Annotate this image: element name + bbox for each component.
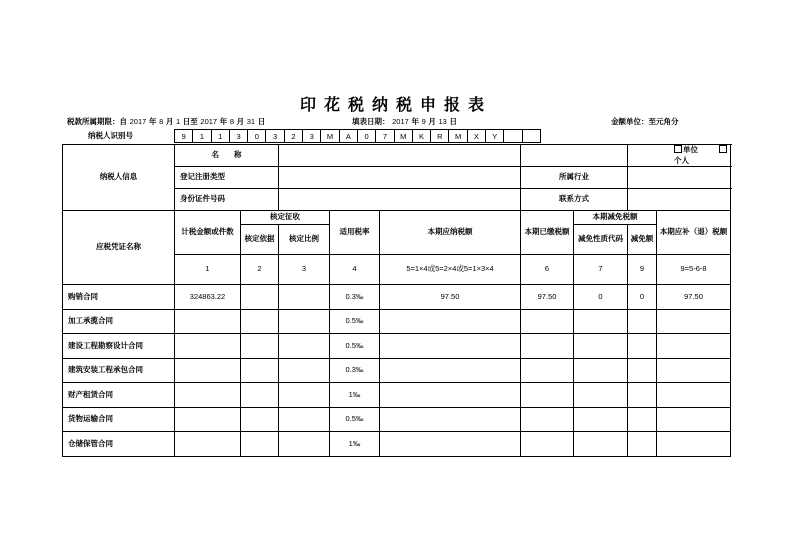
fill-day: 13 xyxy=(438,117,447,126)
taxpayer-type xyxy=(628,145,731,167)
row-name: 建设工程勘察设计合同 xyxy=(63,334,175,359)
row-reduction-amount[interactable] xyxy=(628,358,657,383)
taxpayer-id-char[interactable]: R xyxy=(431,130,449,143)
taxpayer-id-char[interactable]: 3 xyxy=(229,130,247,143)
taxpayer-id-char[interactable]: 1 xyxy=(193,130,211,143)
row-due[interactable] xyxy=(657,309,731,334)
row-approved-ratio[interactable] xyxy=(279,383,330,408)
table-row xyxy=(63,383,731,408)
row-paid[interactable]: 97.50 xyxy=(521,285,574,310)
fill-year: 2017 xyxy=(392,117,409,126)
taxpayer-id-char[interactable] xyxy=(522,130,540,143)
period-from-day: 1 xyxy=(175,117,181,126)
period-from-month: 8 xyxy=(159,117,164,126)
row-approved-basis[interactable] xyxy=(241,285,279,310)
row-approved-basis[interactable] xyxy=(241,383,279,408)
industry-value[interactable] xyxy=(628,167,731,189)
period-from-year: 2017 xyxy=(129,117,147,126)
person-checkbox[interactable] xyxy=(719,145,727,153)
col-paid: 本期已缴税额 xyxy=(521,211,574,255)
taxpayer-id-char[interactable]: 2 xyxy=(284,130,302,143)
index-9: 9 xyxy=(628,255,657,285)
taxpayer-id-char[interactable]: K xyxy=(412,130,430,143)
row-rate: 0.5‰ xyxy=(330,334,380,359)
row-reduction-amount[interactable]: 0 xyxy=(628,285,657,310)
row-reduction-amount[interactable] xyxy=(628,432,657,457)
index-formula: 5=1×4或5=2×4或5=1×3×4 xyxy=(380,255,521,285)
index-1: 1 xyxy=(175,255,241,285)
fill-date-label: 填表日期： xyxy=(352,117,390,126)
row-approved-basis[interactable] xyxy=(241,432,279,457)
row-approved-ratio[interactable] xyxy=(279,407,330,432)
row-name: 购销合同 xyxy=(63,285,175,310)
row-reduction-code[interactable] xyxy=(574,432,628,457)
row-reduction-code[interactable] xyxy=(574,309,628,334)
col-payable: 本期应纳税额 xyxy=(380,211,521,255)
row-rate: 0.5‰ xyxy=(330,309,380,334)
fill-month: 9 xyxy=(421,117,426,126)
person-option-label: 个人 xyxy=(674,155,690,165)
col-rate: 适用税率 xyxy=(330,211,380,255)
row-name: 财产租赁合同 xyxy=(63,383,175,408)
col-approved-collect: 核定征收 xyxy=(241,211,330,225)
row-due[interactable] xyxy=(657,432,731,457)
row-approved-ratio[interactable] xyxy=(279,334,330,359)
period-to-label: 日至 xyxy=(182,117,198,126)
row-name: 加工承揽合同 xyxy=(63,309,175,334)
table-row xyxy=(63,334,731,359)
row-paid[interactable] xyxy=(521,358,574,383)
taxpayer-id-label: 纳税人识别号 xyxy=(88,131,133,140)
row-due[interactable]: 97.50 xyxy=(657,285,731,310)
row-reduction-code[interactable] xyxy=(574,334,628,359)
id-type-label: 身份证件号码 xyxy=(175,189,279,211)
row-amount[interactable] xyxy=(175,383,241,408)
col-tax-basis: 计税金额或件数 xyxy=(175,211,241,255)
row-amount[interactable] xyxy=(175,358,241,383)
row-reduction-amount[interactable] xyxy=(628,309,657,334)
col-reduction: 本期减免税额 xyxy=(574,211,657,225)
period-to-month: 8 xyxy=(229,117,235,126)
taxpayer-id-char[interactable]: M xyxy=(394,130,412,143)
row-due[interactable] xyxy=(657,358,731,383)
row-reduction-amount[interactable] xyxy=(628,334,657,359)
taxpayer-id-char[interactable]: 9 xyxy=(175,130,193,143)
row-amount[interactable] xyxy=(175,309,241,334)
name-label: 名 称 xyxy=(175,145,279,167)
row-reduction-code[interactable] xyxy=(574,358,628,383)
index-7: 7 xyxy=(574,255,628,285)
taxpayer-id-char[interactable]: 1 xyxy=(211,130,229,143)
contact-value[interactable] xyxy=(628,189,731,211)
row-reduction-amount[interactable] xyxy=(628,383,657,408)
col-due: 本期应补（退）税额 xyxy=(657,211,731,255)
industry-label: 所属行业 xyxy=(521,167,628,189)
index-due: 9=5-6-8 xyxy=(657,255,731,285)
taxpayer-id-char[interactable]: M xyxy=(321,130,339,143)
row-approved-basis[interactable] xyxy=(241,334,279,359)
table-row xyxy=(63,432,731,457)
unit-checkbox[interactable] xyxy=(674,145,682,153)
index-2: 2 xyxy=(241,255,279,285)
row-due[interactable] xyxy=(657,383,731,408)
row-approved-basis[interactable] xyxy=(241,407,279,432)
row-payable[interactable] xyxy=(380,358,521,383)
contact-label: 联系方式 xyxy=(521,189,628,211)
row-rate: 0.5‰ xyxy=(330,407,380,432)
taxpayer-id-char[interactable]: A xyxy=(339,130,357,143)
row-paid[interactable] xyxy=(521,334,574,359)
period-to-day: 31 xyxy=(246,117,256,126)
row-payable[interactable]: 97.50 xyxy=(380,285,521,310)
taxpayer-id-char[interactable]: 3 xyxy=(303,130,321,143)
row-due[interactable] xyxy=(657,334,731,359)
unit-option-label: 单位 xyxy=(683,145,699,155)
row-name: 建筑安装工程承包合同 xyxy=(63,358,175,383)
period-to-year: 2017 xyxy=(200,117,218,126)
row-approved-basis[interactable] xyxy=(241,358,279,383)
table-row xyxy=(63,285,731,310)
taxpayer-id-boxes xyxy=(174,129,541,143)
row-rate: 0.3‰ xyxy=(330,358,380,383)
row-payable[interactable] xyxy=(380,407,521,432)
taxpayer-id-char[interactable]: 0 xyxy=(357,130,375,143)
row-approved-ratio[interactable] xyxy=(279,285,330,310)
period-label: 税款所属期限：自 xyxy=(67,117,127,126)
row-name: 仓储保管合同 xyxy=(63,432,175,457)
row-paid[interactable] xyxy=(521,383,574,408)
row-amount[interactable] xyxy=(175,407,241,432)
taxpayer-id-char[interactable]: X xyxy=(467,130,485,143)
reg-type-value[interactable] xyxy=(279,167,521,189)
index-6: 6 xyxy=(521,255,574,285)
row-amount[interactable] xyxy=(175,334,241,359)
row-paid[interactable] xyxy=(521,309,574,334)
table-row xyxy=(63,309,731,334)
form-title: 印花税纳税申报表 xyxy=(299,95,492,114)
col-reduction-code: 减免性质代码 xyxy=(574,225,628,255)
row-rate: 1‰ xyxy=(330,383,380,408)
row-approved-basis[interactable] xyxy=(241,309,279,334)
taxpayer-id-char[interactable]: Y xyxy=(486,130,504,143)
row-payable[interactable] xyxy=(380,334,521,359)
reg-type-label: 登记注册类型 xyxy=(175,167,279,189)
taxpayer-id-char[interactable]: M xyxy=(449,130,467,143)
col-reduction-amount: 减免额 xyxy=(628,225,657,255)
row-reduction-amount[interactable] xyxy=(628,407,657,432)
index-4: 4 xyxy=(330,255,380,285)
row-payable[interactable] xyxy=(380,383,521,408)
index-3: 3 xyxy=(279,255,330,285)
row-approved-ratio[interactable] xyxy=(279,309,330,334)
fill-date: 填表日期： 2017 年 9 月 13 日 xyxy=(352,117,457,126)
row-approved-ratio[interactable] xyxy=(279,358,330,383)
table-row xyxy=(63,358,731,383)
row-due[interactable] xyxy=(657,407,731,432)
row-reduction-code[interactable] xyxy=(574,383,628,408)
row-reduction-code[interactable]: 0 xyxy=(574,285,628,310)
name-value-2[interactable] xyxy=(521,145,628,167)
taxpayer-id-char[interactable]: 3 xyxy=(266,130,284,143)
row-paid[interactable] xyxy=(521,407,574,432)
stamp-tax-form-table xyxy=(62,144,731,457)
taxpayer-info-label: 纳税人信息 xyxy=(63,145,175,211)
taxpayer-id-char[interactable]: 7 xyxy=(376,130,394,143)
row-payable[interactable] xyxy=(380,309,521,334)
amount-unit: 金额单位：至元角分 xyxy=(611,117,679,126)
row-name: 货物运输合同 xyxy=(63,407,175,432)
col-item-name: 应税凭证名称 xyxy=(63,211,175,285)
row-reduction-code[interactable] xyxy=(574,407,628,432)
name-value[interactable] xyxy=(279,145,521,167)
tax-period: 税款所属期限：自 2017 年 8 月 1 日至 2017 年 8 月 31 日 xyxy=(67,117,266,126)
row-paid[interactable] xyxy=(521,432,574,457)
row-amount[interactable]: 324863.22 xyxy=(175,285,241,310)
row-amount[interactable] xyxy=(175,432,241,457)
taxpayer-id-char[interactable]: 0 xyxy=(248,130,266,143)
row-rate: 0.3‰ xyxy=(330,285,380,310)
row-payable[interactable] xyxy=(380,432,521,457)
col-approved-ratio: 核定比例 xyxy=(279,225,330,255)
row-approved-ratio[interactable] xyxy=(279,432,330,457)
row-rate: 1‰ xyxy=(330,432,380,457)
id-value[interactable] xyxy=(279,189,521,211)
col-approved-basis: 核定依据 xyxy=(241,225,279,255)
table-row xyxy=(63,407,731,432)
taxpayer-id-char[interactable] xyxy=(504,130,522,143)
